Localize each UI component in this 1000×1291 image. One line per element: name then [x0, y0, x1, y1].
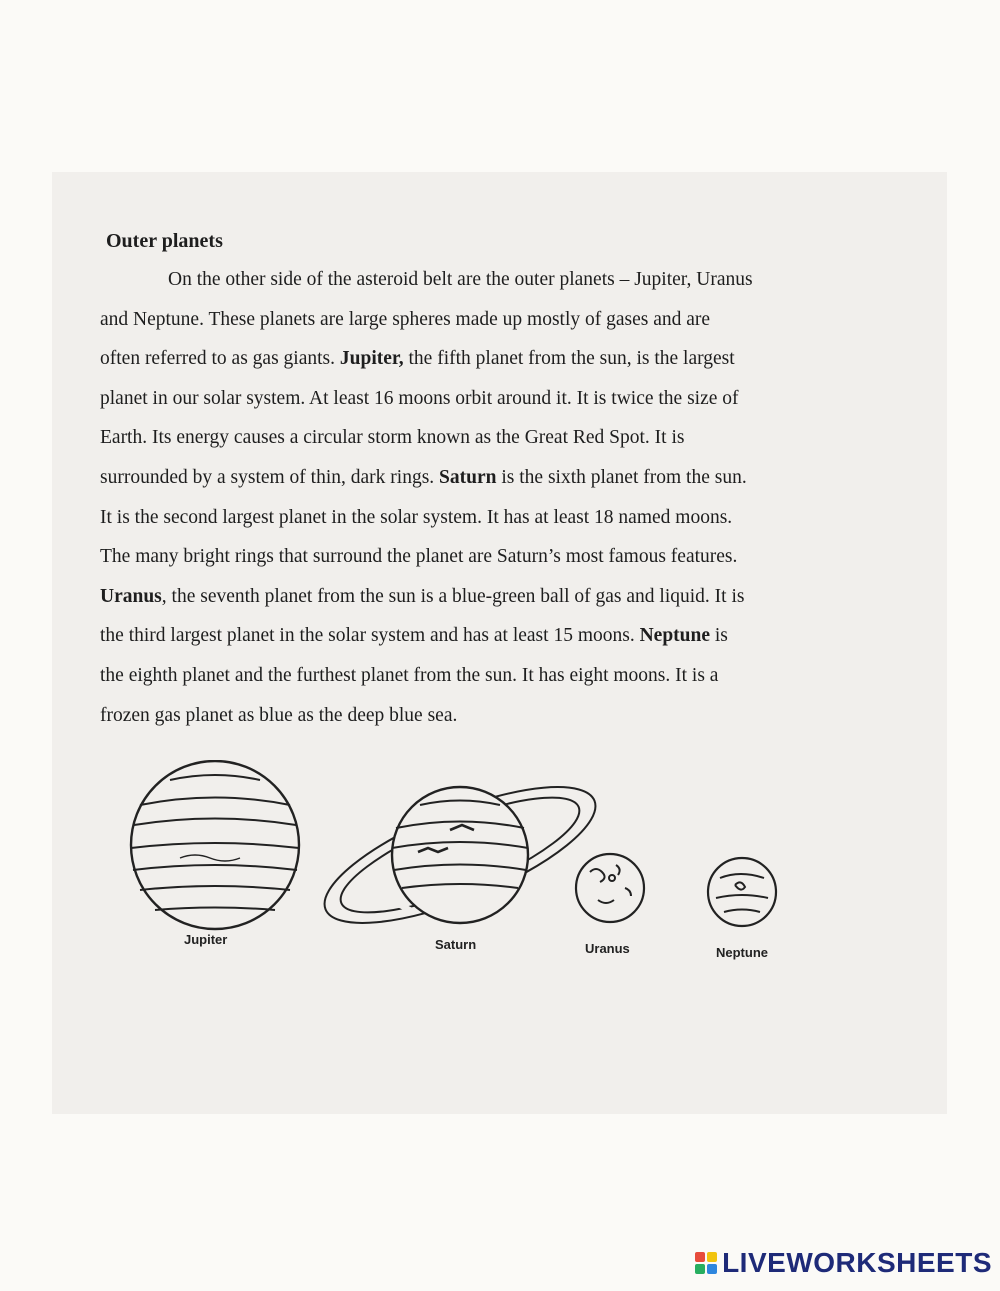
text-line-12: frozen gas planet as blue as the deep blue sea.: [100, 704, 458, 726]
footer-brand: [694, 1247, 992, 1279]
text-line-8: The many bright rings that surround the planet are Saturn’s most famous features.: [100, 546, 738, 568]
term-neptune: Neptune: [639, 625, 710, 647]
uranus-drawing: [576, 854, 644, 922]
text-line-3: often referred to as gas giants. Jupiter, the fifth planet from the sun, is the largest: [100, 348, 735, 370]
text-line-4: planet in our solar system. At least 16 moons orbit around it. It is twice the size of: [100, 387, 739, 409]
text-line-11: the eighth planet and the furthest planet from the sun. It has eight moons. It is a: [100, 664, 719, 686]
label-uranus: Uranus: [585, 941, 630, 956]
brand-name: LIVEWORKSHEETS: [722, 1247, 992, 1278]
text-line-6: surrounded by a system of thin, dark rings. Saturn is the sixth planet from the sun.: [100, 466, 747, 488]
text-line-9: Uranus, the seventh planet from the sun is a blue-green ball of gas and liquid. It is: [100, 585, 745, 607]
planets-illustration: [120, 760, 800, 970]
text-line-10: the third largest planet in the solar system and has at least 15 moons. Neptune is: [100, 625, 728, 647]
term-uranus: Uranus: [100, 585, 162, 607]
label-saturn: Saturn: [435, 937, 477, 952]
document-body: [100, 226, 900, 735]
section-heading: Outer planets: [106, 230, 223, 252]
text-line-5: Earth. Its energy causes a circular storm known as the Great Red Spot. It is: [100, 427, 685, 449]
text-line-1: On the other side of the asteroid belt are the outer planets – Jupiter, Uranus: [168, 269, 753, 290]
label-jupiter: Jupiter: [184, 932, 228, 947]
label-neptune: Neptune: [716, 945, 768, 960]
text-line-7: It is the second largest planet in the solar system. It has at least 18 named moons.: [100, 506, 733, 528]
jupiter-drawing: [131, 761, 299, 929]
neptune-drawing: [708, 858, 776, 926]
text-line-2: and Neptune. These planets are large spheres made up mostly of gases and are: [100, 308, 711, 330]
saturn-drawing: [309, 760, 611, 950]
term-saturn: Saturn: [439, 466, 497, 488]
liveworksheets-logo-icon: [694, 1251, 718, 1275]
term-jupiter: Jupiter,: [339, 348, 404, 370]
